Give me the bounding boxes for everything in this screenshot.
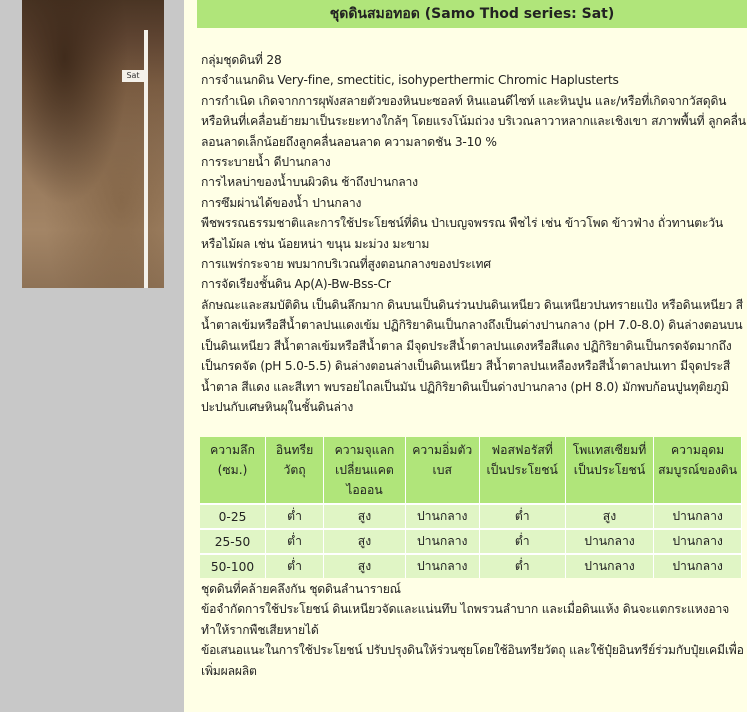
horizon-sequence: การจัดเรียงชั้นดิน Ap(A)-Bw-Bss-Cr — [201, 277, 391, 292]
table-cell: สูง — [324, 504, 406, 529]
left-panel — [0, 0, 184, 712]
table-cell: ปานกลาง — [654, 554, 742, 578]
table-header-row — [200, 437, 742, 504]
soil-notes — [201, 579, 747, 681]
table-cell: 25-50 — [200, 529, 266, 554]
table-cell: ปานกลาง — [405, 504, 479, 529]
table-row — [200, 529, 742, 554]
permeability: การซึมผ่านได้ของน้ำ ปานกลาง — [201, 195, 362, 210]
table-cell: สูง — [324, 529, 406, 554]
table-cell: ต่ำ — [479, 504, 565, 529]
photo-label-tag: Sat — [122, 70, 144, 82]
column-header-cec: ความจุแลกเปลี่ยนแคตไอออน — [324, 437, 406, 504]
land-use-recommendations: ข้อเสนอแนะในการใช้ประโยชน์ ปรับปรุงดินให้ร่วนซุยโดยใช้อินทรียวัตถุ และใช้ปุ๋ยอินทรีย์ร่วมกับปุ๋ยเคมีเพื่อเพิ่มผลผลิต — [201, 643, 744, 678]
similar-soil-series: ชุดดินที่คล้ายคลึงกัน ชุดดินลำนารายณ์ — [201, 582, 401, 596]
column-header-depth: ความลึก (ซม.) — [200, 437, 266, 504]
table-cell: ต่ำ — [479, 529, 565, 554]
table-cell: ต่ำ — [266, 554, 324, 578]
soil-group: กลุ่มชุดดินที่ 28 — [201, 53, 282, 67]
surface-runoff: การไหลบ่าของน้ำบนผิวดิน ช้าถึงปานกลาง — [201, 175, 418, 190]
drainage: การระบายน้ำ ดีปานกลาง — [201, 155, 331, 170]
table-cell: ปานกลาง — [405, 554, 479, 578]
soil-characteristics: ลักษณะและสมบัติดิน เป็นดินลึกมาก ดินบนเป็นดินร่วนปนดินเหนียว ดินเหนียวปนทรายแป้ง หรือดินเหนียว สีน้ำตาลเข้มหรือสีน้ำตาลปนแดงเข้ม ปฏิกิริยาดินเป็นกลางถึงเป็นด่างปานกลาง (pH 7.0-8.0) ดินล่างตอนบนเป็นดินเหนียว สีน้ำตาลเข้มหรือสีน้ำตาล มีจุดประสีน้ำตาลปนแดงหรือสีแดง ปฏิกิริยาดินเป็นกรดจัดมากถึงเป็นกรดจัด (pH 5.0-5.5) ดินล่างตอนล่างเป็นดินเหนียว สีน้ำตาลปนเหลืองหรือสีน้ำตาลปนเทา มีจุดประสีน้ำตาล สีแดง และสีเทา พบรอยไถลเป็นมัน ปฏิกิริยาดินเป็นด่างปานกลาง (pH 8.0) มักพบก้อนปูนทุติยภูมิปะปนกับเศษหินผุในชั้นดินล่าง — [201, 297, 743, 414]
table-cell: ปานกลาง — [565, 529, 653, 554]
vegetation-and-land-use: พืชพรรณธรรมชาติและการใช้ประโยชน์ที่ดิน ป่าเบญจพรรณ พืชไร่ เช่น ข้าวโพด ข้าวฟ่าง ถั่วทานตะวัน หรือไม้ผล เช่น น้อยหน่า ขนุน มะม่วง มะขาม — [201, 216, 724, 251]
distribution: การแพร่กระจาย พบมากบริเวณที่สูงตอนกลางของประเทศ — [201, 257, 491, 272]
column-header-phosphorus: ฟอสฟอรัสที่เป็นประโยชน์ — [479, 437, 565, 504]
origin-and-landform: การกำเนิด เกิดจากการผุพังสลายตัวของหินบะซอลท์ หินแอนดีไซท์ และหินปูน และ/หรือที่เกิดจากวัสดุดินหรือหินที่เคลื่อนย้ายมาเป็นระยะทางใกล้ๆ โดยแรงโน้มถ่วง บริเวณลาวาหลากและเชิงเขา สภาพพื้นที่ ลูกคลื่นลอนลาดเล็กน้อยถึงลูกคลื่นลอนลาด ความลาดชัน 3-10 % — [201, 93, 746, 149]
table-cell: 0-25 — [200, 504, 266, 529]
table-cell: ปานกลาง — [654, 504, 742, 529]
table-cell: ต่ำ — [266, 504, 324, 529]
soil-description — [201, 50, 747, 417]
table-cell: สูง — [324, 554, 406, 578]
classification: การจำแนกดิน Very-fine, smectitic, isohyperthermic Chromic Haplusterts — [201, 73, 619, 88]
table-cell: ต่ำ — [266, 529, 324, 554]
table-cell: สูง — [565, 504, 653, 529]
land-use-limitations: ข้อจำกัดการใช้ประโยชน์ ดินเหนียวจัดและแน่นทึบ ไถพรวนลำบาก และเมื่อดินแห้ง ดินจะแตกระแหงอาจทำให้รากพืชเสียหายได้ — [201, 602, 730, 637]
table-cell: ปานกลาง — [654, 529, 742, 554]
page-title: ชุดดินสมอทอด (Samo Thod series: Sat) — [197, 0, 747, 28]
table-row — [200, 554, 742, 578]
column-header-base-saturation: ความอิ่มตัวเบส — [405, 437, 479, 504]
main-content — [184, 0, 747, 712]
column-header-organic-matter: อินทรียวัตถุ — [266, 437, 324, 504]
table-cell: ต่ำ — [479, 554, 565, 578]
soil-profile-photo — [22, 0, 164, 288]
measuring-ruler — [144, 30, 148, 288]
column-header-fertility: ความอุดมสมบูรณ์ของดิน — [654, 437, 742, 504]
table-cell: ปานกลาง — [565, 554, 653, 578]
column-header-potassium: โพแทสเซียมที่เป็นประโยชน์ — [565, 437, 653, 504]
table-row — [200, 504, 742, 529]
soil-properties-table — [200, 437, 742, 578]
table-cell: ปานกลาง — [405, 529, 479, 554]
table-cell: 50-100 — [200, 554, 266, 578]
